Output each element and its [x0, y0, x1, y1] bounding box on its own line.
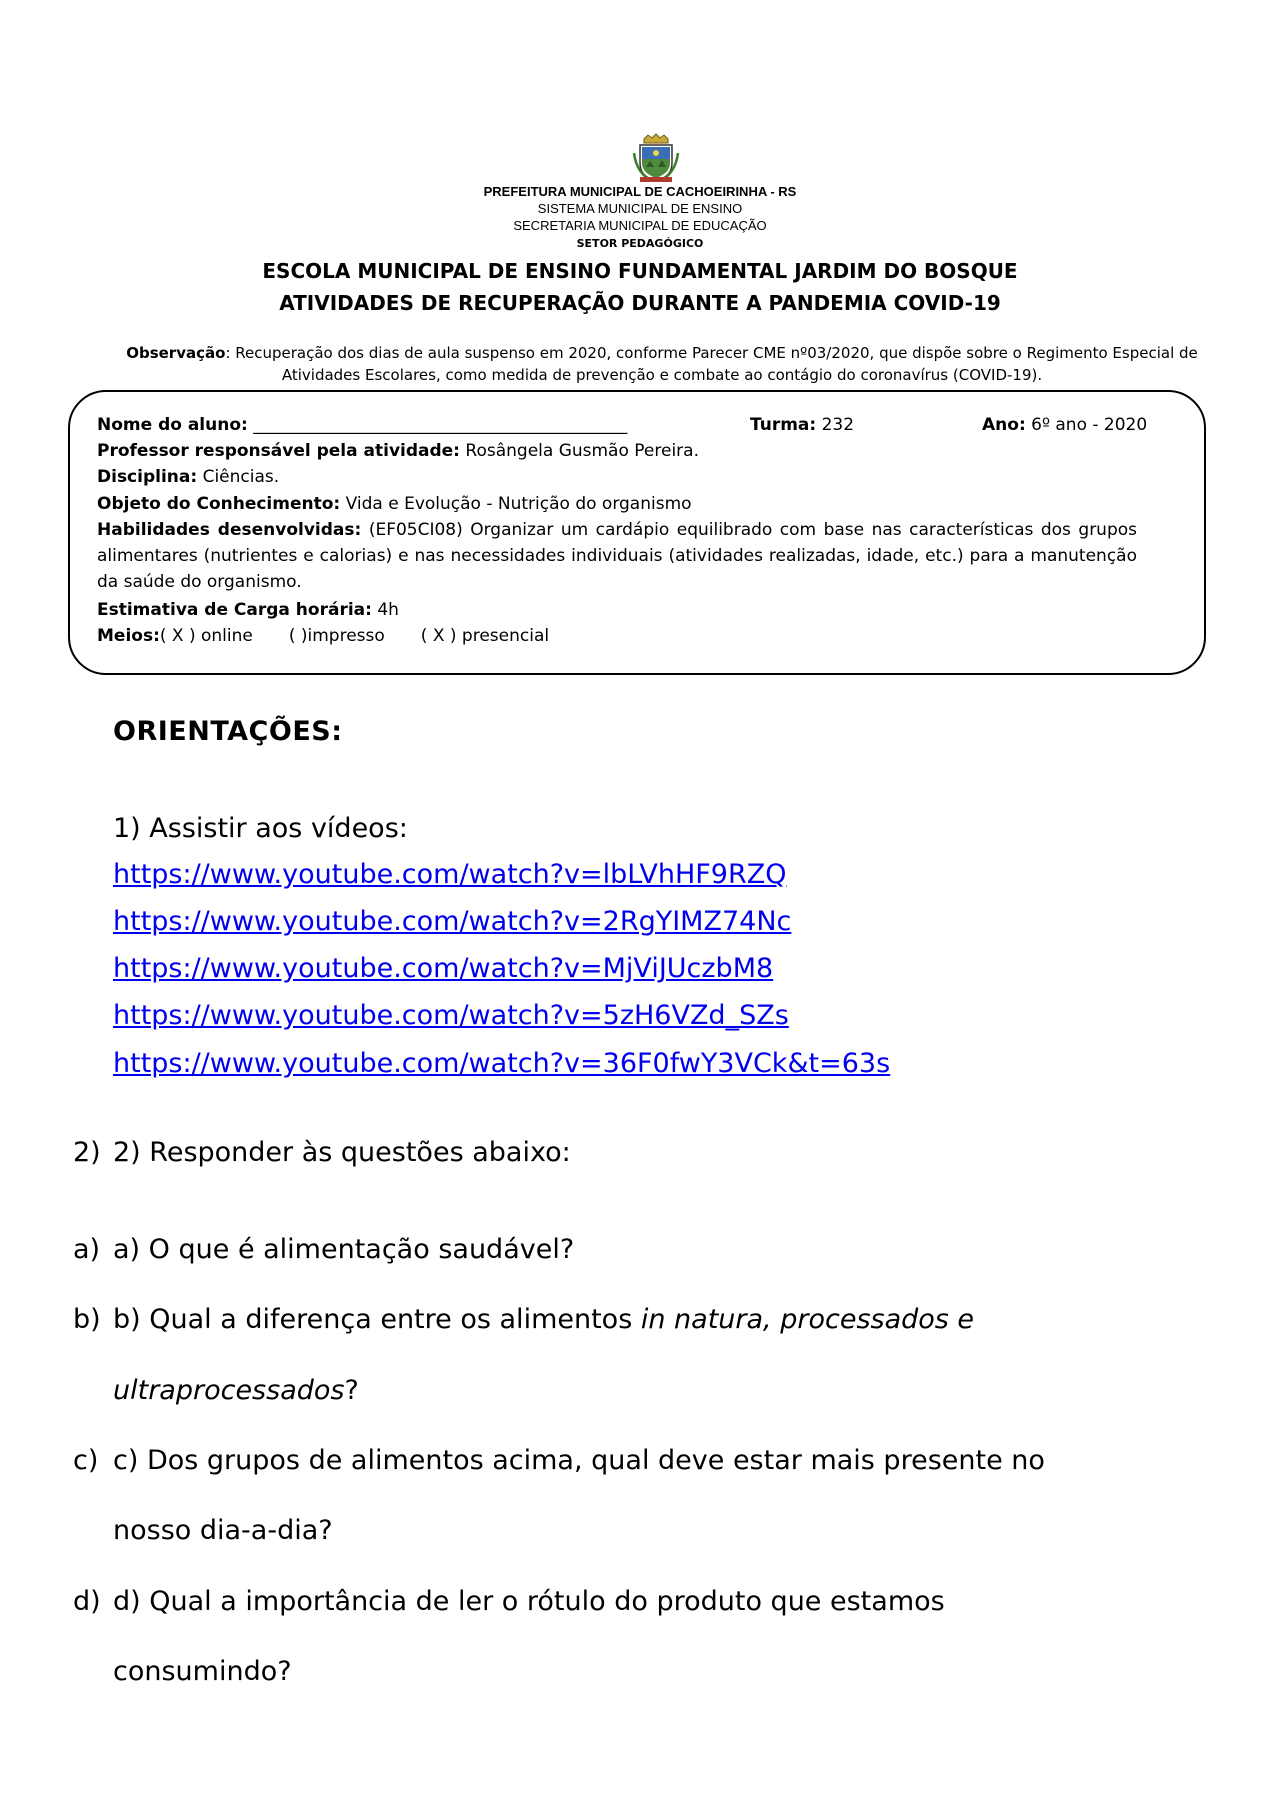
question-a-text: a) O que é alimentação saudável? — [113, 1234, 575, 1265]
question-b-text-start: b) Qual a diferença entre os alimentos — [113, 1304, 641, 1335]
teacher-label: Professor responsável pela atividade: — [97, 441, 460, 461]
question-c-text: c) Dos grupos de alimentos acima, qual deve estar mais presente no — [113, 1445, 1045, 1476]
subject-label: Disciplina: — [97, 467, 198, 487]
teacher-value: Rosângela Gusmão Pereira. — [460, 441, 699, 461]
video-link-1[interactable]: https://www.youtube.com/watch?v=lbLVhHF9RZQ — [113, 859, 787, 890]
question-d-text-cont: consumindo? — [113, 1656, 292, 1687]
knowledge-object-row — [97, 491, 1137, 517]
workload-label: Estimativa de Carga horária: — [97, 600, 372, 620]
year-label: Ano: — [982, 415, 1026, 435]
subject-value: Ciências. — [197, 467, 280, 487]
skills-row — [97, 517, 1137, 595]
question-b-text-italic: in natura, processados e — [640, 1304, 975, 1335]
education-secretariat-title: SECRETARIA MUNICIPAL DE EDUCAÇÃO — [513, 218, 767, 233]
pedagogical-sector-title: SETOR PEDAGÓGICO — [576, 237, 704, 250]
activity-title: ATIVIDADES DE RECUPERAÇÃO DURANTE A PANDEMIA COVID-19 — [279, 291, 1001, 315]
workload-value: 4h — [371, 600, 399, 620]
class-value: 232 — [816, 415, 855, 435]
skills-label: Habilidades desenvolvidas: — [97, 520, 362, 540]
step-2-text: 2) Responder às questões abaixo: — [113, 1137, 571, 1168]
knowledge-object-label: Objeto do Conhecimento: — [97, 494, 341, 514]
year-row — [982, 412, 1147, 438]
teacher-row — [97, 438, 1137, 464]
observation-note — [112, 342, 1212, 386]
list-marker: a) — [73, 1234, 101, 1265]
guidelines-heading: ORIENTAÇÕES: — [113, 716, 343, 747]
question-d-text: d) Qual a importância de ler o rótulo do produto que estamos — [113, 1586, 945, 1617]
list-marker: d) — [73, 1586, 101, 1617]
coat-of-arms-icon — [632, 133, 680, 183]
education-system-title: SISTEMA MUNICIPAL DE ENSINO — [537, 201, 743, 216]
observation-text: : Recuperação dos dias de aula suspenso em 2020, conforme Parecer CME nº03/2020, que dispõe sobre o Regimento Especial de Atividades Escolares, como medida de prevenção e combate ao contágio do coronavírus (COVID-19). — [225, 344, 1198, 384]
student-name-blank: ____________________________________________ — [247, 415, 628, 435]
question-b-text-italic2: ultraprocessados — [113, 1375, 345, 1406]
student-name-label: Nome do aluno: — [97, 415, 248, 435]
student-name-row — [97, 412, 1137, 438]
step-1-instruction: 1) Assistir aos vídeos: — [113, 813, 408, 844]
video-link-3[interactable]: https://www.youtube.com/watch?v=MjViJUczbM8 — [113, 953, 774, 984]
means-presential: ( X ) presencial — [420, 626, 550, 646]
year-value: 6º ano - 2020 — [1025, 415, 1148, 435]
list-marker: 2) — [73, 1137, 101, 1168]
video-link-4[interactable]: https://www.youtube.com/watch?v=5zH6VZd_SZs — [113, 1000, 789, 1031]
question-b-text-end: ? — [344, 1375, 359, 1406]
means-online: ( X ) online — [159, 626, 253, 646]
school-title: ESCOLA MUNICIPAL DE ENSINO FUNDAMENTAL JARDIM DO BOSQUE — [262, 259, 1018, 283]
list-marker: b) — [73, 1304, 101, 1335]
question-c-text-cont: nosso dia-a-dia? — [113, 1515, 333, 1546]
question-b-text — [113, 1304, 974, 1335]
class-label: Turma: — [750, 415, 817, 435]
observation-label: Observação — [126, 344, 226, 362]
subject-row — [97, 464, 1137, 490]
class-row — [750, 412, 854, 438]
list-marker: c) — [73, 1445, 99, 1476]
workload-row — [97, 597, 1137, 623]
knowledge-object-value: Vida e Evolução - Nutrição do organismo — [340, 494, 692, 514]
question-b-text-cont — [113, 1375, 359, 1406]
means-row — [97, 623, 1137, 649]
video-link-5[interactable]: https://www.youtube.com/watch?v=36F0fwY3VCk&t=63s — [113, 1048, 891, 1079]
skills-value: (EF05CI08) Organizar um cardápio equilibrado com base nas características dos grupos alimentares (nutrientes e calorias) e nas necessidades individuais (atividades realizadas, idade, etc.) para a manutenção da saúde do organismo. — [97, 520, 1138, 592]
means-label: Meios: — [97, 626, 160, 646]
means-printed: ( )impresso — [288, 626, 385, 646]
prefecture-title: PREFEITURA MUNICIPAL DE CACHOEIRINHA - RS — [483, 184, 797, 199]
video-link-2[interactable]: https://www.youtube.com/watch?v=2RgYIMZ74Nc — [113, 906, 792, 937]
